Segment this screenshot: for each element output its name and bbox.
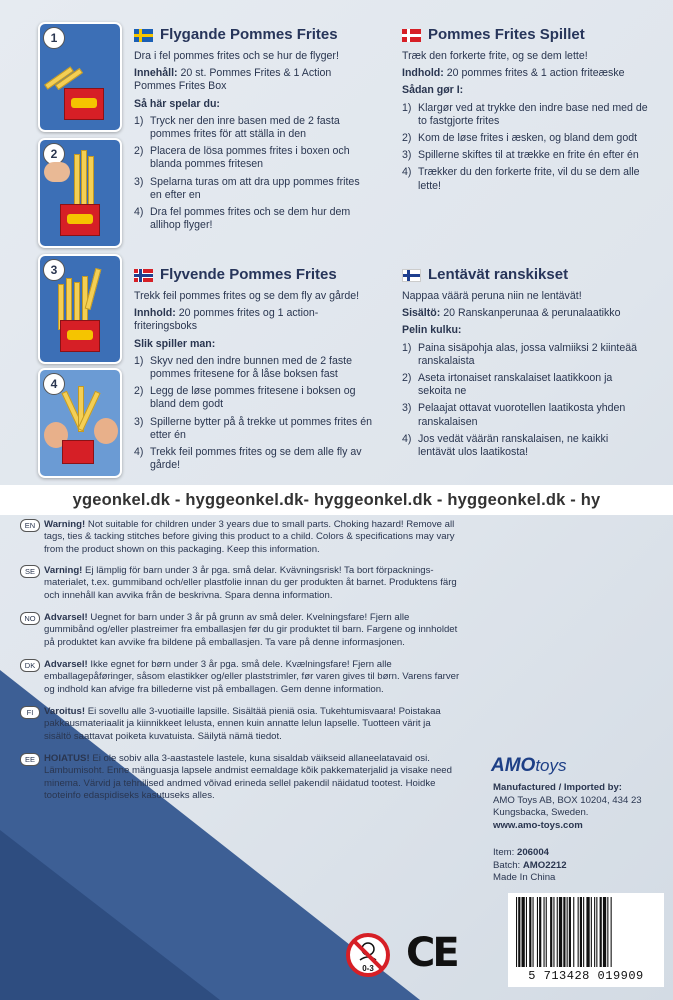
barcode-bar (596, 897, 597, 967)
barcode-bar (529, 897, 531, 967)
fry-image (74, 154, 80, 210)
list-item: 1) Skyv ned den indre bunnen med de 2 faste pommes fritesene for å låse boksen fast (134, 354, 353, 381)
sweden-flag-icon (134, 29, 153, 42)
language-code: EN (20, 519, 40, 532)
section-intro: Trekk feil pommes frites og se dem fly av gårde! (134, 290, 360, 302)
section-contents: Innhold: 20 pommes frites og 1 action-friteringsboks (134, 307, 319, 333)
section-howto: Så här spelar du: (134, 97, 220, 110)
list-item: 4) Jos vedät väärän ranskalaisen, ne kaikki lentävät ulos laatikosta! (402, 432, 609, 459)
warning-fi: FI Varoitus! Ei sovellu alle 3-vuotiaille lapsille. Sisältää pieniä osia. Tukehtumisvaara! Poistakaa pakkausmateriaalit ja kiinnikkeet lelusta, ennen kuin annatte lelun lapselle. Tuotteen värit ja sisältö saattavat poiketa kuvatuista. Säilytä nämä tiedot. (20, 706, 460, 743)
barcode-bar (583, 897, 584, 967)
section-contents: Indhold: 20 pommes frites & 1 action friteæske (402, 67, 625, 80)
barcode-bar (567, 897, 568, 967)
fries-box-image (62, 440, 94, 464)
list-item: 3) Spelarna turas om att dra upp pommes frites en efter en (134, 175, 360, 201)
barcode-bar (603, 897, 606, 967)
barcode-bar (518, 897, 520, 967)
barcode-bar (546, 897, 547, 967)
fries-box-image (60, 320, 100, 352)
list-item: 2) Kom de løse frites i æsken, og bland dem godt (402, 132, 638, 145)
steps-list (402, 342, 642, 460)
background-triangle-dark (0, 830, 220, 1000)
list-item: 2) Legg de løse pommes fritesene i boksen og bland dem godt (134, 385, 356, 411)
barcode-bar (526, 897, 527, 967)
list-item: 3) Spillerne skiftes til at trække en frite én efter én (402, 149, 639, 162)
steps-list (402, 102, 652, 193)
list-item: 3) Pelaajat ottavat vuorotellen laatikosta yhden ranskalaisen (402, 402, 626, 428)
barcode (508, 893, 664, 987)
denmark-flag-icon (402, 29, 421, 42)
list-item: 3) Spillerne bytter på å trekke ut pommes frites én etter én (134, 415, 372, 441)
hand-image (44, 162, 70, 182)
warning-dk: DK Advarsel! Ikke egnet for børn under 3 år pga. små dele. Kvælningsfare! Fjern alle emballagepåføringer, såsom elastikker og/eller plaststrimler, før varen gives til børn. Varens farver og indhold kan afvige fra billederne vist på emballagen. Gem denne information. (20, 659, 460, 696)
section-danish (402, 26, 652, 197)
section-intro: Nappaa väärä peruna niin ne lentävät! (402, 290, 582, 302)
section-contents: Sisältö: 20 Ranskanperunaa & perunalaatikko (402, 307, 621, 320)
list-item: 4) Trekk feil pommes frites og se dem alle fly av gårde! (134, 446, 362, 472)
photo-number: 4 (43, 373, 65, 395)
list-item: 4) Trækker du den forkerte frite, vil du se dem alle lette! (402, 166, 640, 192)
barcode-bar (578, 897, 579, 967)
section-finnish (402, 266, 642, 463)
section-howto: Sådan gør I: (402, 84, 464, 97)
section-intro: Træk den forkerte frite, og se dem lette! (402, 50, 588, 62)
barcode-bar (550, 897, 552, 967)
language-code: EE (20, 753, 40, 766)
list-item: 1) Klargør ved at trykke den indre base ned med de to fastgjorte frites (402, 101, 648, 127)
child-image (94, 418, 118, 444)
barcode-bar (544, 897, 545, 967)
barcode-bars-icon (514, 897, 658, 967)
barcode-bar (563, 897, 565, 967)
steps-list (134, 355, 374, 473)
language-code: SE (20, 565, 40, 578)
age-range: 0-3 (362, 964, 374, 973)
fries-box-image (64, 88, 104, 120)
section-howto: Pelin kulku: (402, 324, 462, 337)
step-photo-4 (38, 368, 122, 478)
section-title: Flyvende Pommes Frites (160, 266, 337, 283)
photo-number: 2 (43, 143, 65, 165)
barcode-bar (600, 897, 602, 967)
section-norwegian (134, 266, 374, 476)
barcode-bar (533, 897, 534, 967)
language-code: DK (20, 659, 40, 672)
barcode-bar (594, 897, 595, 967)
language-code: FI (20, 706, 40, 719)
barcode-bar (516, 897, 517, 967)
section-title: Pommes Frites Spillet (428, 26, 585, 43)
barcode-bar (553, 897, 554, 967)
barcode-bar (607, 897, 608, 967)
age-warning-icon (345, 932, 391, 978)
finland-flag-icon (402, 269, 421, 282)
list-item: 2) Aseta irtonaiset ranskalaiset laatikkoon ja sekoita ne (402, 372, 613, 398)
barcode-bar (573, 897, 574, 967)
website-strip: ygeonkel.dk - hyggeonkel.dk- hyggeonkel.dk - hyggeonkel.dk - hy (0, 485, 673, 515)
fry-image (81, 150, 87, 210)
barcode-bar (591, 897, 592, 967)
barcode-bar (557, 897, 558, 967)
barcode-number: 5 713428 019909 (528, 969, 644, 983)
section-title: Lentävät ranskikset (428, 266, 569, 283)
barcode-bar (586, 897, 589, 967)
warning-en: EN Warning! Not suitable for children under 3 years due to small parts. Choking hazard! Remove all tags, ties & tacking stitches before giving this product to a child. Colors & specifications may vary from the product shown on this packaging. Keep this information. (20, 519, 460, 556)
step-photo-1 (38, 22, 122, 132)
section-intro: Dra i fel pommes frites och se hur de flyger! (134, 50, 339, 62)
warning-ee: EE HOIATUS! Ei ole sobiv alla 3-aastastele lastele, kuna sisaldab väikseid allaneelatavaid osi. Lämbumisoht. Enne mänguasja lapsele andmist eemaldage kõik pakkematerjalid ja visake need minema. Värvid ja tehnilised andmed võivad erineda sellel pakendil näidatud tootest. Hoidke tooteinfo edaspidiseks kasutuseks alles. (20, 753, 460, 803)
barcode-bar (537, 897, 538, 967)
warning-no: NO Advarsel! Uegnet for barn under 3 år på grunn av små deler. Kvelningsfare! Fjern alle gummibånd og/eller plastreimer fra emballasjen før du gir produktet til barn. Fargene og innholdet på produktet kan avvike fra bildene på emballasjen. Ta vare på denne informasjonen. (20, 612, 460, 649)
barcode-bar (539, 897, 541, 967)
section-swedish (134, 26, 374, 236)
steps-list (134, 115, 374, 233)
section-contents: Innehåll: 20 st. Pommes Frites & 1 Action Pommes Frites Box (134, 67, 332, 93)
manufacturer-info: Manufactured / Imported by: AMO Toys AB, BOX 10204, 434 23 Kungsbacka, Sweden. www.amo-toys.com (493, 782, 642, 831)
warning-se: SE Varning! Ej lämplig för barn under 3 år pga. små delar. Kvävningsrisk! Ta bort förpacknings-materialet, t.ex. gummiband och/eller plastfolie innan du ger produkten åt barnet. Produktens färg och innehåll kan avvika från de beskrivna. Spara denna information. (20, 565, 460, 602)
product-info: Item: 206004 Batch: AMO2212 Made In China (493, 847, 567, 884)
section-howto: Slik spiller man: (134, 337, 216, 350)
list-item: 2) Placera de lösa pommes frites i boxen och blanda pommes fritesen (134, 145, 350, 171)
barcode-bar (559, 897, 562, 967)
ce-mark: CE (406, 930, 457, 976)
barcode-bar (611, 897, 612, 967)
list-item: 1) Tryck ner den inre basen med de 2 fasta pommes frites för att ställa in den (134, 114, 340, 141)
step-photo-2 (38, 138, 122, 248)
section-title: Flygande Pommes Frites (160, 26, 338, 43)
barcode-bar (580, 897, 582, 967)
photo-number: 3 (43, 259, 65, 281)
photo-number: 1 (43, 27, 65, 49)
amo-toys-logo: AMOtoys (491, 755, 567, 776)
barcode-bar (522, 897, 525, 967)
list-item: 4) Dra fel pommes frites och se dem hur dem allihop flyger! (134, 206, 351, 232)
fry-image (88, 156, 94, 210)
step-photo-3 (38, 254, 122, 364)
language-code: NO (20, 612, 40, 625)
barcode-bar (569, 897, 571, 967)
norway-flag-icon (134, 269, 153, 282)
fries-box-image (60, 204, 100, 236)
list-item: 1) Paina sisäpohja alas, jossa valmiiksi 2 kiinteää ranskalaista (402, 341, 638, 367)
